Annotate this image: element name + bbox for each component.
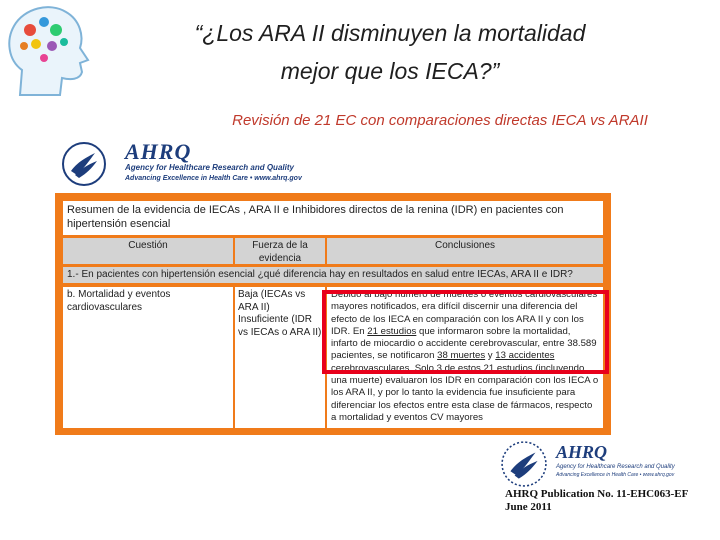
hhs-eagle-icon bbox=[61, 141, 107, 187]
publication-info bbox=[505, 488, 688, 514]
header-cuestion: Cuestión bbox=[63, 238, 233, 264]
concl-link-21: 21 bbox=[483, 362, 495, 374]
slide-subtitle: Revisión de 21 EC con comparaciones directas IECA vs ARAII bbox=[232, 112, 648, 129]
ahrq-bottom-agency: Agency for Healthcare Research and Quality bbox=[556, 464, 675, 470]
slide-title bbox=[130, 14, 650, 90]
ahrq-bottom-logo bbox=[500, 440, 700, 490]
concl-link-accidentes: 13 accidentes cerebrovasculares bbox=[331, 350, 555, 374]
question-row: 1.- En pacientes con hipertensión esencial ¿qué diferencia hay en resultados en salud entre IECAs, ARA II e IDR? bbox=[63, 267, 603, 283]
concl-text-2: que informaron sobre la mortalidad, infarto de miocardio o accidente cerebrovascular, entre 38.589 pacientes, se notificaron bbox=[331, 325, 597, 362]
header-fuerza: Fuerza de la evidencia bbox=[235, 238, 325, 264]
slide-title-line1: “¿Los ARA II disminuyen la mortalidad bbox=[194, 20, 586, 46]
ahrq-banner bbox=[55, 135, 345, 194]
slide-title-line2: mejor que los IECA?” bbox=[280, 58, 500, 84]
ahrq-bottom-tagline: Advancing Excellence in Health Care • www.ahrq.gov bbox=[556, 472, 675, 478]
highlight-box bbox=[322, 290, 609, 374]
concl-link-38-muertes: 38 muertes bbox=[437, 350, 486, 362]
cell-cuestion: b. Mortalidad y eventos cardiovasculares bbox=[63, 287, 233, 428]
hhs-eagle-icon bbox=[500, 440, 548, 488]
ahrq-agency-name: Agency for Healthcare Research and Quality bbox=[125, 163, 294, 172]
concl-text-4: . Solo 3 de estos bbox=[409, 362, 484, 374]
concl-text-5: estudios (incluyendo una muerte) evaluaron los IDR en comparación con los IECA o los ARA II, y por lo tanto la evidencia fue insuficiente para diferenciar los efectos entre esta clase de fármacos, respecto a mortalidad y eventos CV mayores bbox=[331, 362, 599, 423]
ahrq-tagline: Advancing Excellence in Health Care • www.ahrq.gov bbox=[125, 175, 302, 182]
publication-date: June 2011 bbox=[505, 501, 552, 513]
header-conclusiones: Conclusiones bbox=[327, 238, 603, 264]
ahrq-bottom-mark: AHRQ bbox=[556, 442, 608, 462]
concl-link-21-estudios: 21 estudios bbox=[367, 325, 417, 337]
cell-fuerza: Baja (IECAs vs ARA II) Insuficiente (IDR vs IECAs o ARA II) bbox=[235, 287, 325, 428]
concl-text-3: y bbox=[485, 350, 496, 362]
ahrq-logo-text: AHRQ bbox=[125, 139, 192, 164]
publication-number: AHRQ Publication No. 11-EHC063-EF bbox=[505, 488, 689, 500]
table-summary: Resumen de la evidencia de IECAs , ARA II e Inhibidores directos de la renina (IDR) en pacientes con hipertensión esencial bbox=[63, 201, 603, 235]
concl-text-1: Debido al bajo número de muertes o eventos cardiovasculares mayores notificados, era difícil discernir una diferencia del efecto de los IECA en comparación con los ARA II y con los IDR. En bbox=[331, 289, 598, 337]
brain-head-logo bbox=[0, 0, 95, 100]
